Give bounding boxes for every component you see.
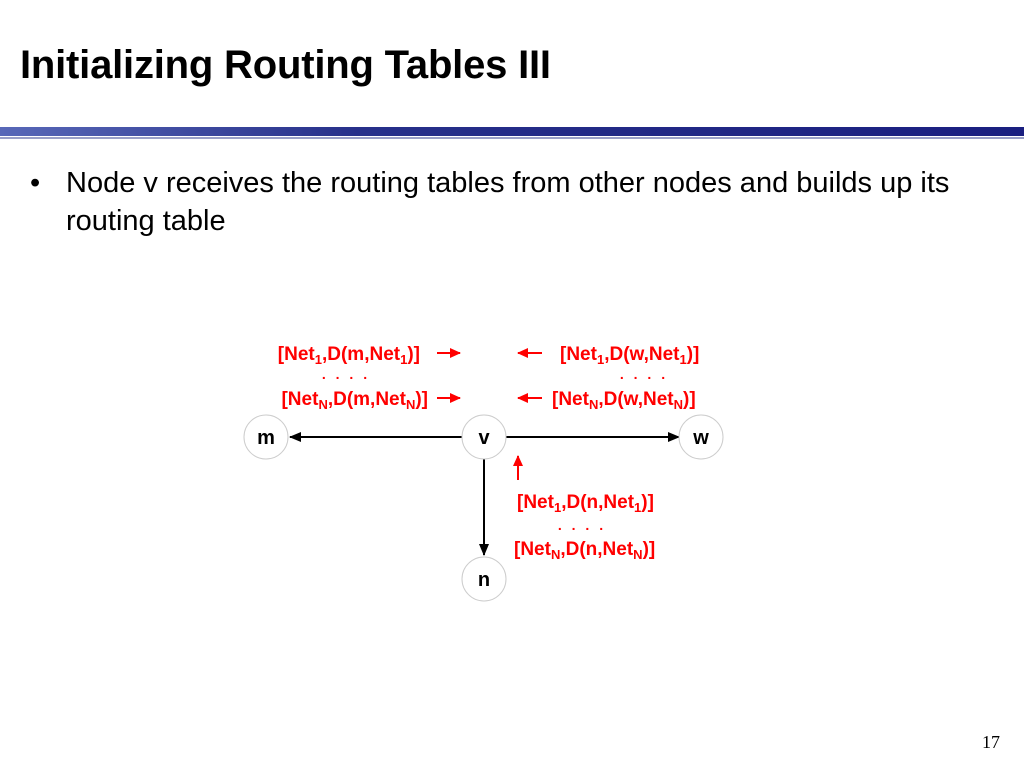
node-v-label: v: [478, 427, 490, 449]
message-w-ellipsis: . . . .: [619, 366, 669, 382]
node-v: [462, 415, 506, 459]
node-m-label: m: [257, 427, 275, 449]
node-n: [462, 557, 506, 601]
bullet-text: Node v receives the routing tables from other nodes and builds up its routing table: [66, 167, 950, 237]
node-w: [679, 415, 723, 459]
page-number: 17: [982, 732, 1000, 752]
message-w-first: [Net$_1$,D(w,Net$_1$)]: [560, 344, 700, 367]
bullet-marker: •: [30, 167, 41, 199]
node-w-label: w: [693, 427, 709, 449]
slide-title: Initializing Routing Tables III: [20, 43, 551, 87]
node-n-label: n: [477, 569, 491, 591]
message-n-ellipsis: . . . .: [557, 517, 607, 533]
message-n-last: [Net$_N$,D(n,Net$_N$)]: [514, 539, 656, 562]
message-n-first: [Net$_1$,D(n,Net$_1$)]: [517, 492, 654, 515]
message-m-ellipsis: . . . .: [321, 366, 371, 382]
message-w-last: [Net$_N$,D(w,Net$_N$)]: [552, 389, 696, 412]
message-m-last: [Net$_N$,D(m,Net$_N$)]: [281, 389, 428, 412]
message-m-first: [Net$_1$,D(m,Net$_1$)]: [277, 344, 420, 367]
node-m: [244, 415, 288, 459]
